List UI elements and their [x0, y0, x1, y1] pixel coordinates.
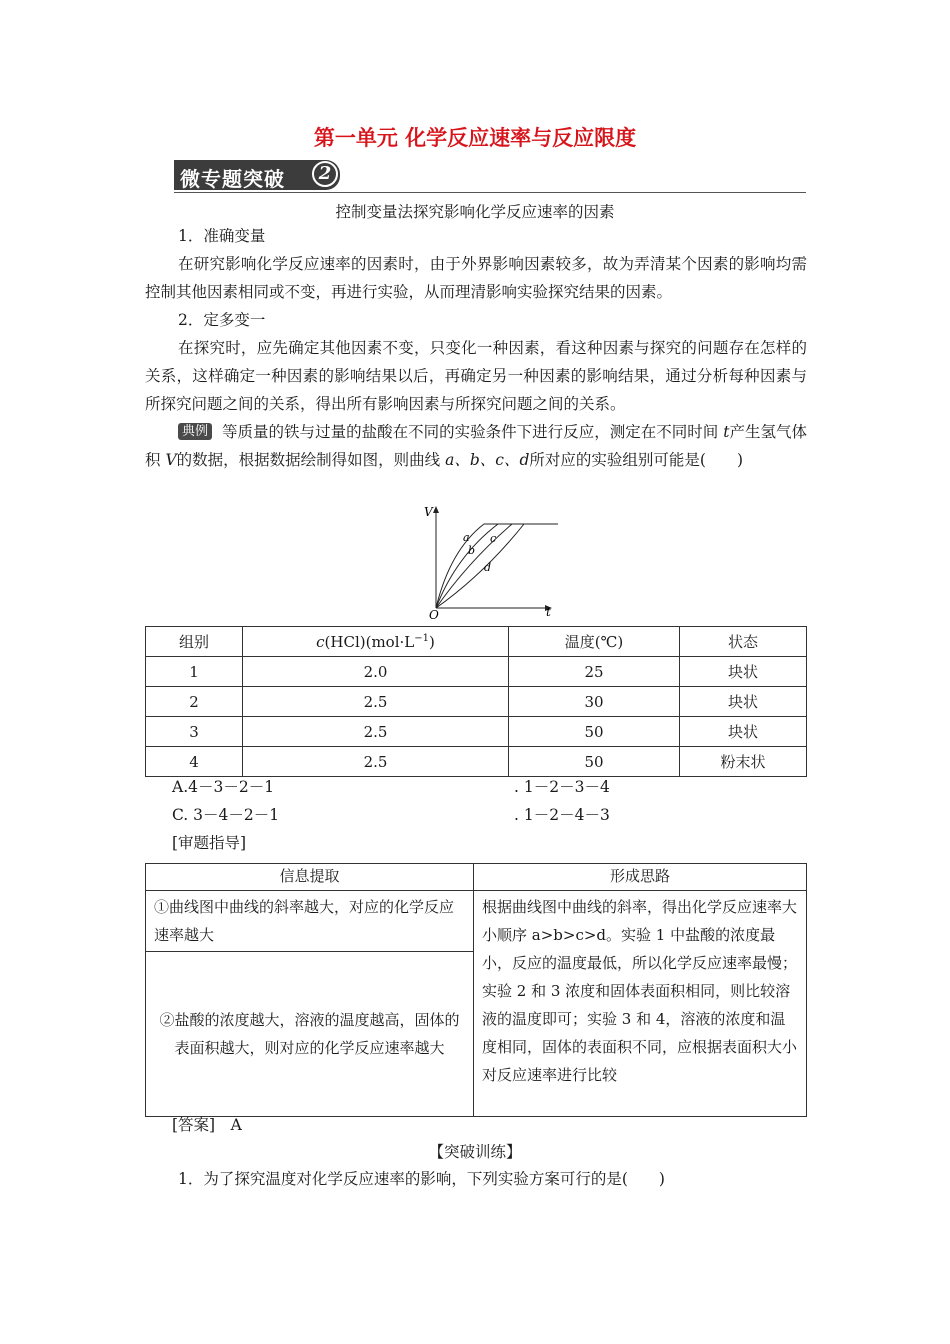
header-c: c — [316, 632, 325, 651]
header-concentration — [243, 627, 509, 657]
guide-header-info: 信息提取 — [146, 864, 474, 891]
guide-table — [145, 863, 807, 1117]
curve-label-a: a — [463, 531, 470, 544]
example-text-3: 的数据，根据数据绘制得如图，则曲线 — [176, 451, 441, 469]
y-axis-arrow — [433, 506, 439, 513]
curve-label-d: d — [484, 561, 492, 574]
guide-info-2: ②盐酸的浓度越大，溶液的温度越高，固体的表面积越大，则对应的化学反应速率越大 — [146, 952, 474, 1117]
training-heading: 【突破训练】 — [428, 1143, 522, 1161]
banner-rule — [174, 192, 806, 193]
var-t: t — [723, 423, 730, 441]
table-row — [146, 717, 807, 747]
option-d: . 1－2－4－3 — [514, 806, 610, 824]
answer: [答案] A — [172, 1116, 242, 1134]
curve-a — [436, 524, 484, 608]
guide-row — [146, 891, 807, 952]
page-title: 第一单元 化学反应速率与反应限度 — [313, 126, 637, 150]
guide-info-1: ①曲线图中曲线的斜率越大，对应的化学反应速率越大 — [146, 891, 474, 952]
section-1-heading: 1．准确变量 — [178, 227, 266, 245]
cell: 2.5 — [243, 687, 509, 717]
option-a: A.4－3－2－1 — [172, 778, 275, 796]
y-axis-label: V — [424, 505, 433, 519]
cell: 块状 — [680, 657, 807, 687]
section-banner — [174, 160, 340, 190]
cell: 块状 — [680, 687, 807, 717]
cell: 粉末状 — [680, 747, 807, 777]
header-unit: (HCl)(mol·L — [324, 632, 415, 651]
curve-label-c: c — [490, 532, 497, 545]
header-group: 组别 — [146, 627, 243, 657]
curve-d — [436, 524, 524, 608]
cell: 2 — [146, 687, 243, 717]
table-row — [146, 657, 807, 687]
var-V: V — [165, 451, 177, 469]
table-header-row — [146, 627, 807, 657]
guide-idea: 根据曲线图中曲线的斜率，得出化学反应速率大小顺序 a>b>c>d。实验 1 中盐酸的浓度最小，反应的温度最低，所以化学反应速率最慢；实验 2 和 3 浓度和固体表面积相同，则比较溶液的温度即可；实验 3 和 4，溶液的浓度和温度相同，固体的表面积不同，应根据表面积大小对反应速率进行比较 — [474, 891, 807, 1117]
question-1: 1．为了探究温度对化学反应速率的影响，下列实验方案可行的是( ) — [178, 1170, 665, 1188]
section-2-heading: 2．定多变一 — [178, 311, 266, 329]
option-b: . 1－2－3－4 — [514, 778, 610, 796]
example-text-2: 产生氢气体积 — [145, 423, 807, 469]
table-row — [146, 747, 807, 777]
option-c: C. 3－4－2－1 — [172, 806, 280, 824]
example-text-1: 等质量的铁与过量的盐酸在不同的实验条件下进行反应，测定在不同时间 — [222, 423, 719, 441]
banner-label: 微专题突破 — [180, 167, 285, 191]
curve-names: a、b、c、d — [445, 451, 530, 469]
header-state: 状态 — [680, 627, 807, 657]
section-2-body: 在探究时，应先确定其他因素不变，只变化一种因素，看这种因素与探究的问题存在怎样的关系，这样确定一种因素的影响结果以后，再确定另一种因素的影响结果，通过分析每种因素与所探究问题之间的关系，得出所有影响因素与所探究问题之间的关系。 — [145, 339, 807, 413]
curve-label-b: b — [468, 544, 476, 557]
cell: 50 — [509, 747, 680, 777]
conditions-table — [145, 626, 807, 777]
table-row — [146, 687, 807, 717]
origin-label: O — [429, 608, 439, 620]
reaction-graph — [420, 500, 570, 620]
section-1-body: 在研究影响化学反应速率的因素时，由于外界影响因素较多，故为弄清某个因素的影响均需控制其他因素相同或不变，再进行实验，从而理清影响实验探究结果的因素。 — [145, 255, 807, 301]
guide-header-idea: 形成思路 — [474, 864, 807, 891]
guide-label: [审题指导] — [172, 834, 247, 852]
cell: 2.5 — [243, 747, 509, 777]
cell: 30 — [509, 687, 680, 717]
example-tag: 典例 — [178, 423, 212, 440]
cell: 50 — [509, 717, 680, 747]
cell: 3 — [146, 717, 243, 747]
banner-number: 2 — [312, 161, 338, 187]
cell: 2.0 — [243, 657, 509, 687]
header-temperature: 温度(℃) — [509, 627, 680, 657]
curve-c — [436, 524, 512, 608]
cell: 1 — [146, 657, 243, 687]
example-text-4: 所对应的实验组别可能是( ) — [529, 451, 743, 469]
example-question — [145, 418, 807, 474]
header-sup: −1 — [414, 632, 429, 644]
cell: 块状 — [680, 717, 807, 747]
header-close: ) — [429, 632, 435, 651]
guide-header-row — [146, 864, 807, 891]
cell: 25 — [509, 657, 680, 687]
x-axis-label: t — [546, 605, 551, 619]
cell: 2.5 — [243, 717, 509, 747]
cell: 4 — [146, 747, 243, 777]
topic-subtitle: 控制变量法探究影响化学反应速率的因素 — [335, 203, 615, 221]
